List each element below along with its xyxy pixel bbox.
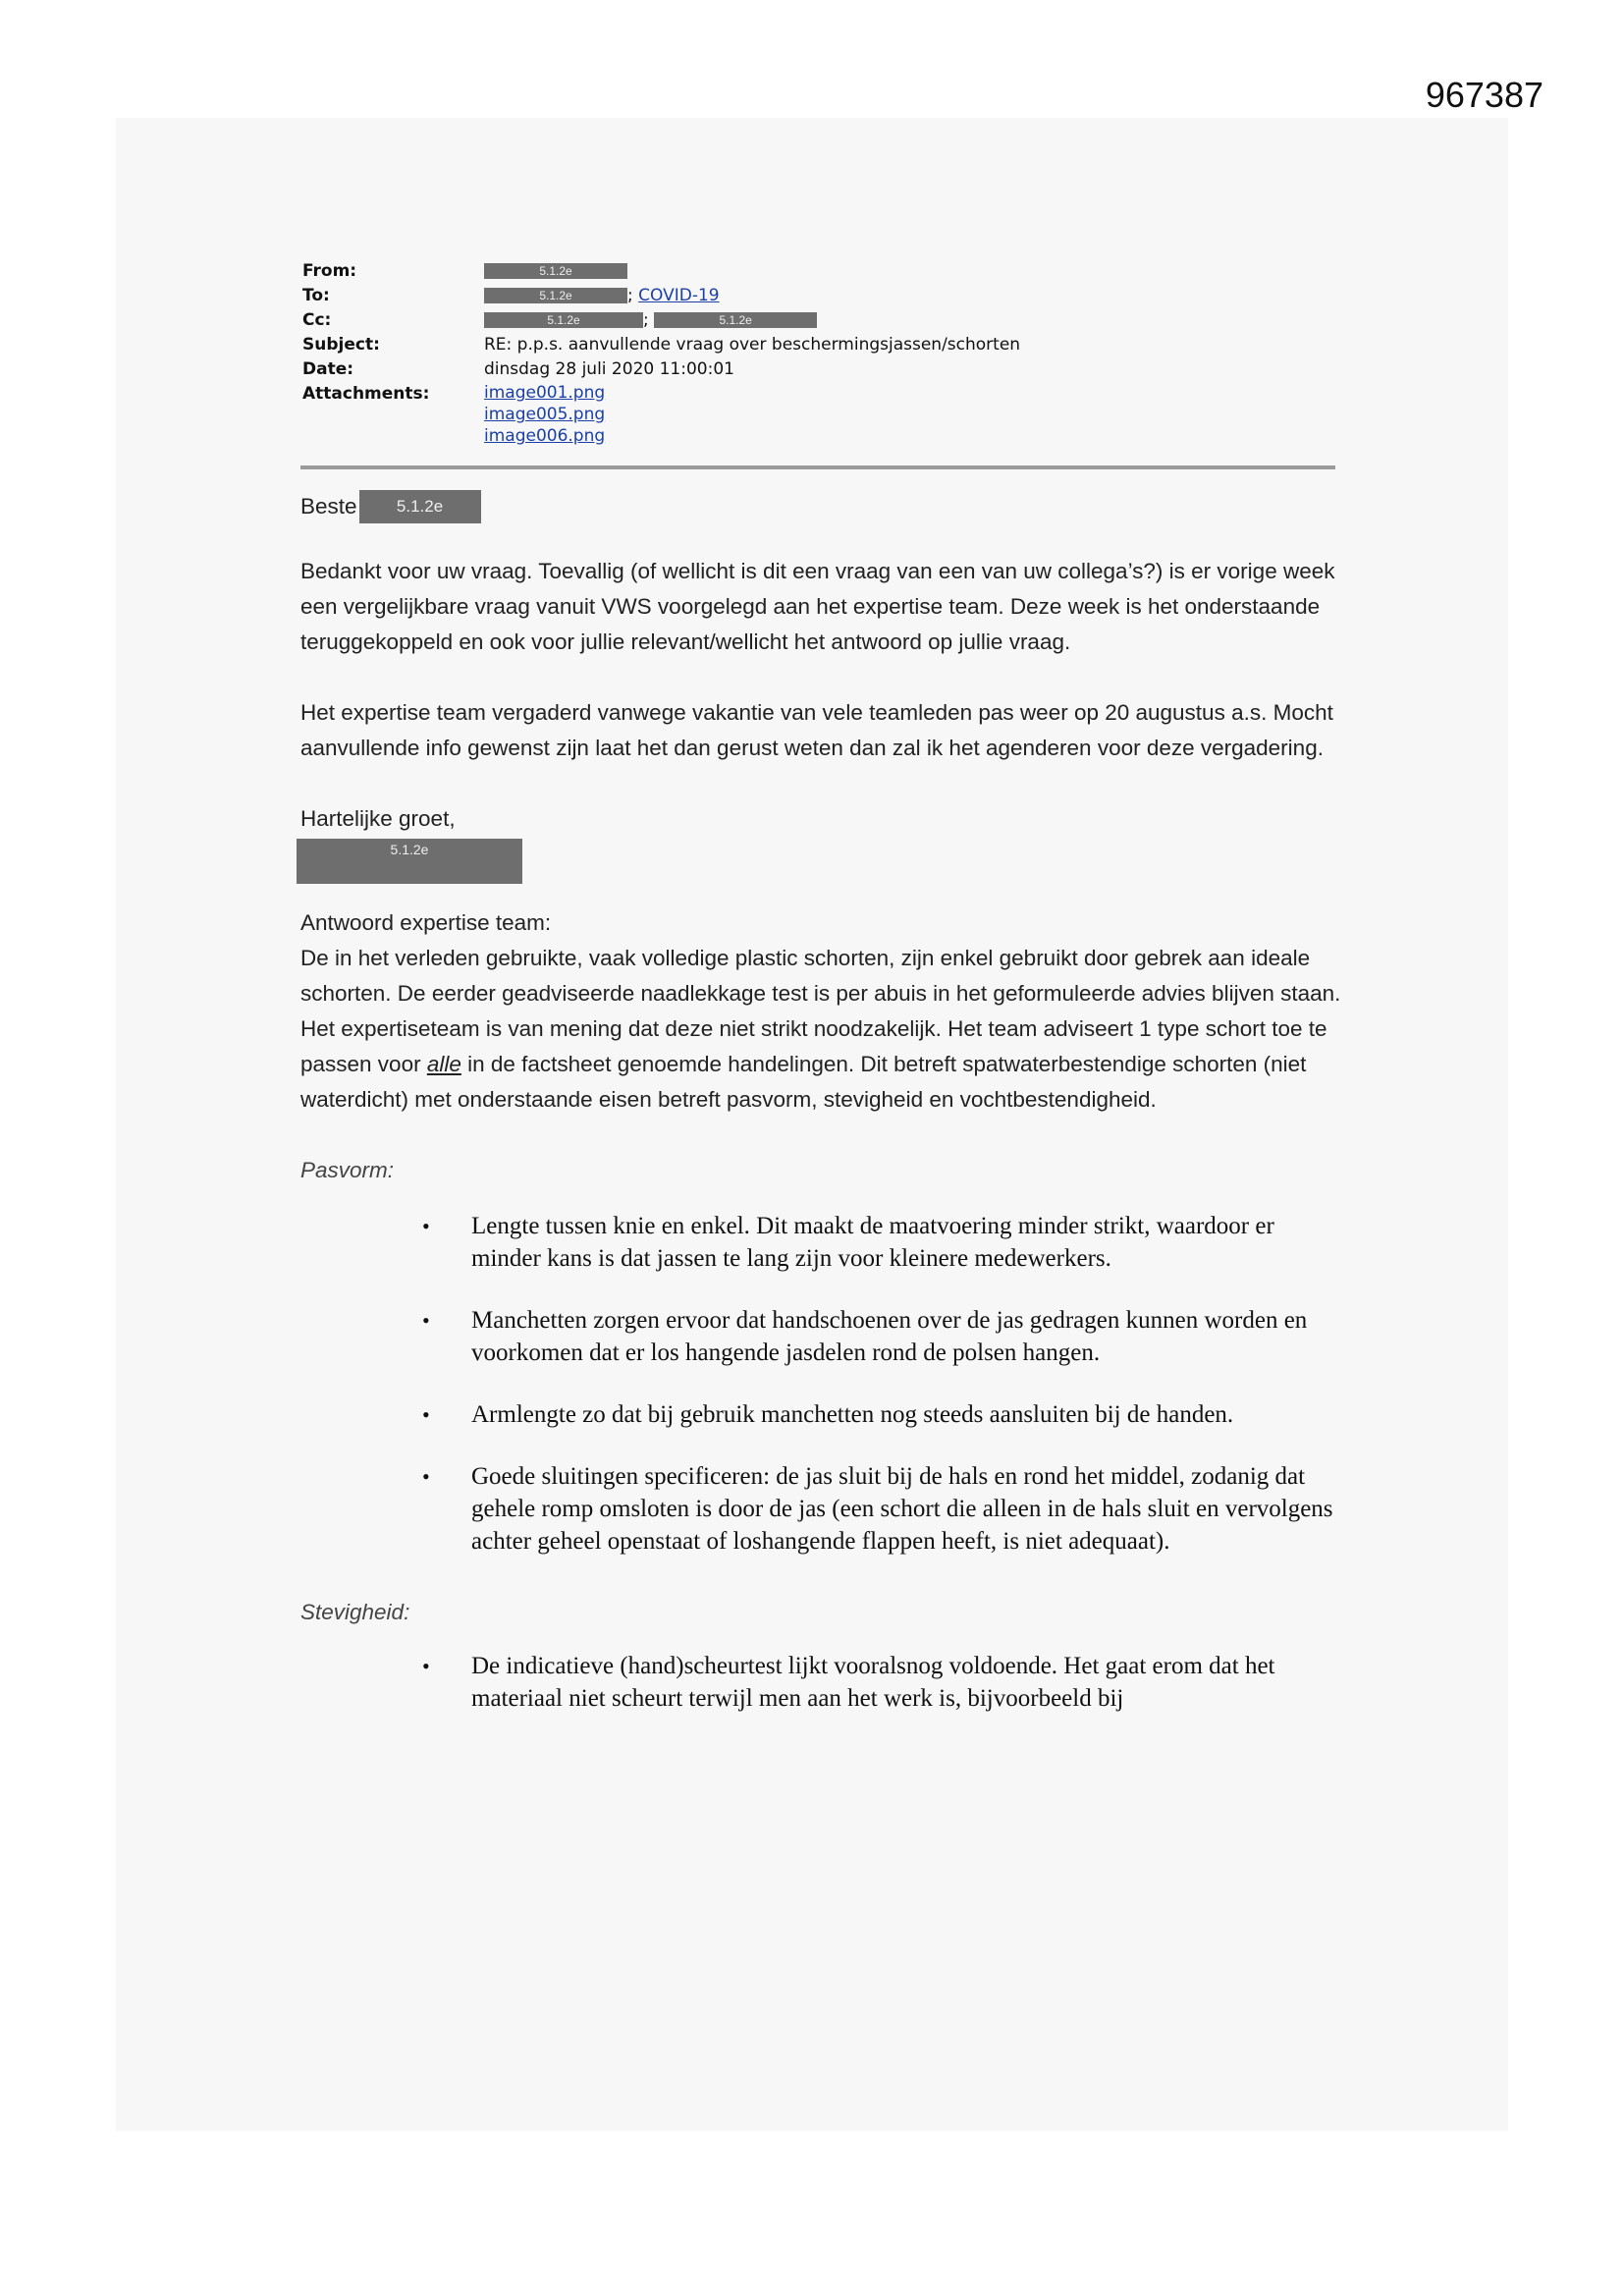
list-item: • Manchetten zorgen ervoor dat handschoenen over de jas gedragen kunnen worden en voorkomen dat er los hangende jasdelen rond de polsen hangen.: [300, 1304, 1341, 1369]
to-redaction: 5.1.2e: [484, 288, 627, 303]
from-row: [302, 259, 990, 284]
list-item: • De indicatieve (hand)scheurtest lijkt vooralsnog voldoende. Het gaat erom dat het materiaal niet scheurt terwijl men aan het werk is, bijvoorbeeld bij: [300, 1650, 1341, 1715]
closing: Hartelijke groet,: [300, 806, 456, 831]
cc-redaction-2: 5.1.2e: [654, 312, 817, 328]
to-recipient-link[interactable]: COVID-19: [638, 286, 720, 305]
greeting: Beste: [300, 494, 357, 519]
subject-value: RE: p.p.s. aanvullende vraag over beschermingsjassen/schorten: [484, 335, 1021, 355]
cc-redaction-1: 5.1.2e: [484, 312, 643, 328]
answer-paragraph: De in het verleden gebruikte, vaak volledige plastic schorten, zijn enkel gebruikt door gebrek aan ideale schorten. De eerder geadviseerde naadlekkage test is per abuis in het geformuleerde advies blijven staan. Het expertiseteam is van mening dat deze niet strikt noodzakelijk. Het team adviseert 1 type schort toe te passen voor alle in de factsheet genoemde handelingen. Dit betreft spatwaterbestendige schorten (niet waterdicht) met onderstaande eisen betreft pasvorm, stevigheid en vochtbestendigheid.: [300, 946, 1341, 1112]
to-label: To:: [302, 286, 330, 305]
cc-label: Cc:: [302, 310, 332, 330]
to-separator: ;: [627, 286, 633, 305]
date-value: dinsdag 28 juli 2020 11:00:01: [484, 359, 734, 379]
stevigheid-list: [300, 1650, 1341, 1715]
email-header: [302, 259, 1021, 447]
attachment-link[interactable]: image006.png: [484, 426, 606, 446]
stevigheid-label: Stevigheid:: [300, 1600, 410, 1624]
signature-redaction: 5.1.2e: [297, 839, 522, 884]
from-label: From:: [302, 261, 357, 281]
greeting-redaction: 5.1.2e: [359, 490, 481, 523]
emphasis-word: alle: [426, 1052, 461, 1076]
cc-row: [302, 308, 990, 333]
email-body: [300, 485, 1341, 1744]
pasvorm-list: [300, 1210, 1341, 1558]
date-row: [302, 357, 990, 382]
subject-row: [302, 333, 1021, 357]
attachments-label: Attachments:: [302, 384, 430, 404]
attachment-link[interactable]: image001.png: [484, 383, 606, 403]
date-label: Date:: [302, 359, 354, 379]
document-id: 967387: [1425, 75, 1543, 115]
paragraph: Bedankt voor uw vraag. Toevallig (of wellicht is dit een vraag van een van uw collega’s?) is er vorige week een vergelijkbare vraag vanuit VWS voorgelegd aan het expertise team. Deze week is het onderstaande teruggekoppeld en ook voor jullie relevant/wellicht het antwoord op jullie vraag.: [300, 559, 1335, 654]
cc-separator: ;: [643, 310, 649, 330]
subject-label: Subject:: [302, 335, 380, 355]
list-item: • Lengte tussen knie en enkel. Dit maakt de maatvoering minder strikt, waardoor er minder kans is dat jassen te lang zijn voor kleinere medewerkers.: [300, 1210, 1341, 1275]
pasvorm-label: Pasvorm:: [300, 1158, 395, 1182]
from-redaction: 5.1.2e: [484, 263, 627, 279]
to-row: [302, 284, 990, 308]
header-divider: [300, 465, 1335, 469]
answer-heading: Antwoord expertise team:: [300, 910, 552, 935]
list-item: • Goede sluitingen specificeren: de jas sluit bij de hals en rond het middel, zodanig dat gehele romp omsloten is door de jas (een schort die alleen in de hals sluit en vervolgens achter geheel openstaat of loshangende flappen heeft, is niet adequaat).: [300, 1460, 1341, 1558]
list-item: • Armlengte zo dat bij gebruik manchetten nog steeds aansluiten bij de handen.: [300, 1398, 1341, 1431]
attachment-link[interactable]: image005.png: [484, 405, 606, 424]
attachments-row: [302, 382, 990, 447]
greeting-line: [300, 485, 1341, 528]
paragraph: Het expertise team vergaderd vanwege vakantie van vele teamleden pas weer op 20 augustus a.s. Mocht aanvullende info gewenst zijn laat het dan gerust weten dan zal ik het agenderen voor deze vergadering.: [300, 700, 1333, 760]
